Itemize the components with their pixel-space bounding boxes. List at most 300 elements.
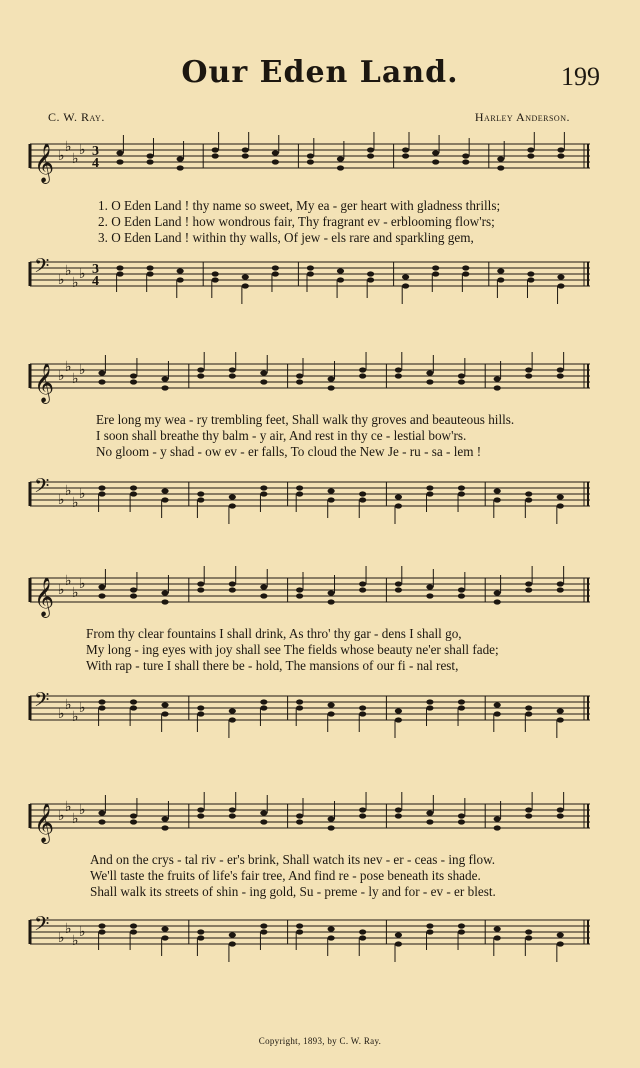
note-head [260, 810, 267, 815]
note-head [197, 497, 204, 502]
note-head [337, 165, 344, 170]
bass-clef-icon: 𝄢 [34, 688, 50, 716]
note-head [130, 699, 137, 704]
note-head [458, 587, 465, 592]
note-head [260, 485, 267, 490]
note-head [557, 373, 564, 378]
lyrics-block-3 [86, 626, 606, 674]
note-head [395, 581, 402, 586]
flat-sign-icon: ♭ [72, 151, 79, 167]
note-head [426, 705, 433, 710]
note-head [337, 277, 344, 282]
note-head [402, 153, 409, 158]
note-head [462, 159, 469, 164]
note-head [359, 367, 366, 372]
note-head [197, 705, 204, 710]
time-signature-digit: 3 [92, 262, 99, 277]
note-head [130, 819, 137, 824]
treble-clef-icon: 𝄞 [34, 577, 55, 617]
note-head [272, 159, 279, 164]
note-head [328, 385, 335, 390]
bass-clef-icon: 𝄢 [34, 254, 50, 282]
note-head [328, 711, 335, 716]
lyricist-credit: C. W. Ray. [48, 110, 105, 124]
note-head [296, 379, 303, 384]
note-head [395, 367, 402, 372]
note-head [197, 581, 204, 586]
note-head [458, 373, 465, 378]
note-head [402, 283, 409, 288]
note-head [260, 370, 267, 375]
note-head [307, 265, 314, 270]
lyric-line: 3. O Eden Land ! within thy walls, Of jew - els rare and sparkling gem, [98, 230, 474, 245]
note-head [296, 705, 303, 710]
note-head [494, 825, 501, 830]
lyric-line: I soon shall breathe thy balm - y air, And rest in thy ce - lestial bow'rs. [96, 428, 467, 443]
note-head [525, 813, 532, 818]
lyric-line: My long - ing eyes with joy shall see The fields whose beauty ne'er shall fade; [86, 642, 499, 657]
flat-sign-icon: ♭ [65, 697, 72, 713]
note-head [527, 277, 534, 282]
note-head [98, 923, 105, 928]
note-head [458, 485, 465, 490]
note-head [328, 816, 335, 821]
note-head [161, 711, 168, 716]
note-head [328, 935, 335, 940]
flat-sign-icon: ♭ [79, 142, 86, 158]
note-head [426, 379, 433, 384]
note-head [497, 156, 504, 161]
note-head [130, 813, 137, 818]
note-head [98, 810, 105, 815]
flat-sign-icon: ♭ [72, 371, 79, 387]
flat-sign-icon: ♭ [72, 709, 79, 725]
note-head [296, 491, 303, 496]
note-head [296, 587, 303, 592]
note-head [242, 274, 249, 279]
note-head [197, 373, 204, 378]
note-head [328, 825, 335, 830]
note-head [272, 271, 279, 276]
note-head [462, 271, 469, 276]
note-head [432, 150, 439, 155]
note-head [161, 385, 168, 390]
note-head [527, 271, 534, 276]
flat-sign-icon: ♭ [72, 811, 79, 827]
flat-sign-icon: ♭ [65, 139, 72, 155]
note-head [229, 503, 236, 508]
note-head [359, 711, 366, 716]
note-head [328, 376, 335, 381]
note-head [458, 593, 465, 598]
note-head [177, 156, 184, 161]
bass-staff [30, 254, 590, 308]
note-head [557, 941, 564, 946]
note-head [497, 277, 504, 282]
flat-sign-icon: ♭ [72, 495, 79, 511]
flat-sign-icon: ♭ [79, 924, 86, 940]
note-head [337, 156, 344, 161]
note-head [525, 581, 532, 586]
flat-sign-icon: ♭ [65, 359, 72, 375]
note-head [130, 373, 137, 378]
note-head [296, 929, 303, 934]
note-head [229, 367, 236, 372]
note-head [242, 283, 249, 288]
note-head [395, 373, 402, 378]
note-head [557, 367, 564, 372]
note-head [146, 271, 153, 276]
note-head [395, 717, 402, 722]
note-head [395, 807, 402, 812]
flat-sign-icon: ♭ [58, 582, 65, 598]
note-head [494, 497, 501, 502]
note-head [497, 268, 504, 273]
note-head [296, 485, 303, 490]
note-head [359, 813, 366, 818]
flat-sign-icon: ♭ [79, 700, 86, 716]
treble-clef-icon: 𝄞 [34, 363, 55, 403]
flat-sign-icon: ♭ [58, 930, 65, 946]
note-head [494, 702, 501, 707]
note-head [359, 373, 366, 378]
note-head [557, 587, 564, 592]
note-head [229, 717, 236, 722]
note-head [462, 265, 469, 270]
lyric-line: 1. O Eden Land ! thy name so sweet, My ea - ger heart with gladness thrills; [98, 198, 501, 213]
note-head [359, 705, 366, 710]
note-head [212, 153, 219, 158]
note-head [130, 379, 137, 384]
note-head [525, 705, 532, 710]
note-head [260, 699, 267, 704]
note-head [557, 717, 564, 722]
note-head [494, 935, 501, 940]
note-head [367, 271, 374, 276]
note-head [260, 929, 267, 934]
hymn-title: Our Eden Land. [181, 55, 459, 90]
note-head [130, 705, 137, 710]
note-head [494, 711, 501, 716]
note-head [161, 702, 168, 707]
note-head [272, 265, 279, 270]
flat-sign-icon: ♭ [65, 483, 72, 499]
note-head [296, 593, 303, 598]
note-head [328, 497, 335, 502]
note-head [458, 705, 465, 710]
note-head [229, 708, 236, 713]
note-head [197, 711, 204, 716]
note-head [395, 708, 402, 713]
note-head [229, 373, 236, 378]
note-head [130, 923, 137, 928]
note-head [458, 813, 465, 818]
note-head [242, 153, 249, 158]
note-head [272, 150, 279, 155]
note-head [161, 599, 168, 604]
bass-staff [30, 474, 590, 528]
note-head [557, 147, 564, 152]
note-head [494, 816, 501, 821]
note-head [359, 581, 366, 586]
lyrics-block-4 [90, 852, 610, 900]
flat-sign-icon: ♭ [72, 275, 79, 291]
flat-sign-icon: ♭ [65, 573, 72, 589]
note-head [497, 165, 504, 170]
note-head [525, 497, 532, 502]
note-head [161, 825, 168, 830]
note-head [525, 929, 532, 934]
lyric-line: Shall walk its streets of shin - ing gold, Su - preme - ly and for - ev - er blest. [90, 884, 496, 899]
note-head [525, 373, 532, 378]
note-head [458, 819, 465, 824]
note-head [367, 147, 374, 152]
note-head [557, 503, 564, 508]
note-head [260, 491, 267, 496]
note-head [458, 929, 465, 934]
note-head [260, 584, 267, 589]
flat-sign-icon: ♭ [58, 148, 65, 164]
note-head [395, 503, 402, 508]
note-head [197, 491, 204, 496]
treble-staff [30, 360, 590, 410]
note-head [260, 379, 267, 384]
note-head [197, 807, 204, 812]
note-head [494, 488, 501, 493]
flat-sign-icon: ♭ [58, 272, 65, 288]
note-head [328, 599, 335, 604]
note-head [525, 491, 532, 496]
note-head [525, 935, 532, 940]
note-head [161, 376, 168, 381]
lyrics-block-2 [96, 412, 616, 460]
note-head [98, 485, 105, 490]
treble-staff [30, 140, 590, 190]
note-head [359, 497, 366, 502]
note-head [98, 593, 105, 598]
flat-sign-icon: ♭ [58, 808, 65, 824]
note-head [328, 488, 335, 493]
flat-sign-icon: ♭ [58, 492, 65, 508]
note-head [212, 277, 219, 282]
note-head [426, 819, 433, 824]
note-head [229, 807, 236, 812]
note-head [197, 813, 204, 818]
note-head [426, 810, 433, 815]
note-head [525, 711, 532, 716]
note-head [395, 813, 402, 818]
note-head [395, 587, 402, 592]
treble-clef-icon: 𝄞 [34, 143, 55, 183]
note-head [161, 935, 168, 940]
note-head [98, 819, 105, 824]
note-head [557, 813, 564, 818]
note-head [359, 491, 366, 496]
note-head [367, 153, 374, 158]
note-head [557, 274, 564, 279]
lyric-line: 2. O Eden Land ! how wondrous fair, Thy fragrant ev - erblooming flow'rs; [98, 214, 495, 229]
lyric-line: No gloom - y shad - ow ev - er falls, To cloud the New Je - ru - sa - lem ! [96, 444, 482, 459]
note-head [494, 926, 501, 931]
time-signature-digit: 4 [92, 274, 99, 289]
note-head [395, 932, 402, 937]
note-head [146, 159, 153, 164]
note-head [458, 699, 465, 704]
note-head [116, 150, 123, 155]
note-head [130, 485, 137, 490]
note-head [146, 265, 153, 270]
note-head [432, 265, 439, 270]
flat-sign-icon: ♭ [65, 263, 72, 279]
flat-sign-icon: ♭ [79, 486, 86, 502]
note-head [296, 373, 303, 378]
note-head [229, 932, 236, 937]
note-head [307, 159, 314, 164]
note-head [161, 816, 168, 821]
note-head [116, 265, 123, 270]
note-head [242, 147, 249, 152]
note-head [432, 271, 439, 276]
flat-sign-icon: ♭ [65, 921, 72, 937]
note-head [161, 488, 168, 493]
note-head [229, 581, 236, 586]
note-head [557, 932, 564, 937]
note-head [525, 587, 532, 592]
treble-staff [30, 574, 590, 624]
bass-clef-icon: 𝄢 [34, 912, 50, 940]
lyrics-block-1 [98, 198, 618, 246]
note-head [161, 926, 168, 931]
note-head [494, 599, 501, 604]
note-head [197, 935, 204, 940]
note-head [229, 941, 236, 946]
flat-sign-icon: ♭ [65, 799, 72, 815]
lyric-line: We'll taste the fruits of life's fair tree, And find re - pose beneath its shade. [90, 868, 481, 883]
note-head [161, 497, 168, 502]
lyric-line: Ere long my wea - ry trembling feet, Shall walk thy groves and beauteous hills. [96, 412, 515, 427]
note-head [328, 702, 335, 707]
note-head [296, 819, 303, 824]
note-head [557, 807, 564, 812]
copyright-notice: Copyright, 1893, by C. W. Ray. [258, 1036, 382, 1046]
note-head [98, 491, 105, 496]
note-head [260, 923, 267, 928]
note-head [328, 590, 335, 595]
note-head [307, 153, 314, 158]
treble-clef-icon: 𝄞 [34, 803, 55, 843]
flat-sign-icon: ♭ [79, 266, 86, 282]
note-head [197, 587, 204, 592]
note-head [525, 807, 532, 812]
note-head [458, 923, 465, 928]
note-head [494, 376, 501, 381]
page-number: 199 [561, 62, 600, 91]
note-head [402, 147, 409, 152]
note-head [458, 491, 465, 496]
note-head [462, 153, 469, 158]
note-head [359, 935, 366, 940]
note-head [130, 593, 137, 598]
note-head [426, 699, 433, 704]
flat-sign-icon: ♭ [58, 706, 65, 722]
note-head [402, 274, 409, 279]
note-head [146, 153, 153, 158]
note-head [260, 819, 267, 824]
note-head [395, 494, 402, 499]
lyric-line: And on the crys - tal riv - er's brink, Shall watch its nev - er - ceas - ing flow. [90, 852, 496, 867]
note-head [296, 923, 303, 928]
note-head [229, 587, 236, 592]
note-head [557, 283, 564, 288]
note-head [426, 593, 433, 598]
note-head [426, 491, 433, 496]
note-head [130, 491, 137, 496]
note-head [359, 929, 366, 934]
note-head [197, 367, 204, 372]
bass-staff [30, 688, 590, 742]
note-head [426, 929, 433, 934]
note-head [426, 485, 433, 490]
note-head [212, 147, 219, 152]
note-head [395, 941, 402, 946]
note-head [328, 926, 335, 931]
note-head [212, 271, 219, 276]
flat-sign-icon: ♭ [72, 585, 79, 601]
note-head [98, 584, 105, 589]
composer-credit: Harley Anderson. [474, 110, 570, 124]
note-head [116, 271, 123, 276]
note-head [161, 590, 168, 595]
flat-sign-icon: ♭ [79, 802, 86, 818]
bass-clef-icon: 𝄢 [34, 474, 50, 502]
note-head [296, 813, 303, 818]
note-head [527, 153, 534, 158]
bass-staff [30, 912, 590, 966]
note-head [307, 271, 314, 276]
note-head [557, 494, 564, 499]
time-signature-digit: 4 [92, 156, 99, 171]
note-head [260, 705, 267, 710]
flat-sign-icon: ♭ [79, 576, 86, 592]
treble-staff [30, 800, 590, 850]
lyric-line: From thy clear fountains I shall drink, As thro' thy gar - dens I shall go, [86, 626, 462, 641]
flat-sign-icon: ♭ [72, 933, 79, 949]
flat-sign-icon: ♭ [58, 368, 65, 384]
note-head [177, 165, 184, 170]
note-head [426, 584, 433, 589]
note-head [426, 370, 433, 375]
note-head [260, 593, 267, 598]
note-head [494, 385, 501, 390]
note-head [229, 813, 236, 818]
note-head [98, 699, 105, 704]
note-head [98, 379, 105, 384]
note-head [177, 277, 184, 282]
note-head [458, 379, 465, 384]
note-head [130, 929, 137, 934]
note-head [557, 153, 564, 158]
note-head [527, 147, 534, 152]
note-head [296, 699, 303, 704]
lyric-line: With rap - ture I shall there be - hold, The mansions of our fi - nal rest, [86, 658, 459, 673]
note-head [367, 277, 374, 282]
note-head [229, 494, 236, 499]
note-head [197, 929, 204, 934]
note-head [359, 587, 366, 592]
note-head [359, 807, 366, 812]
note-head [557, 581, 564, 586]
time-signature-digit: 3 [92, 144, 99, 159]
